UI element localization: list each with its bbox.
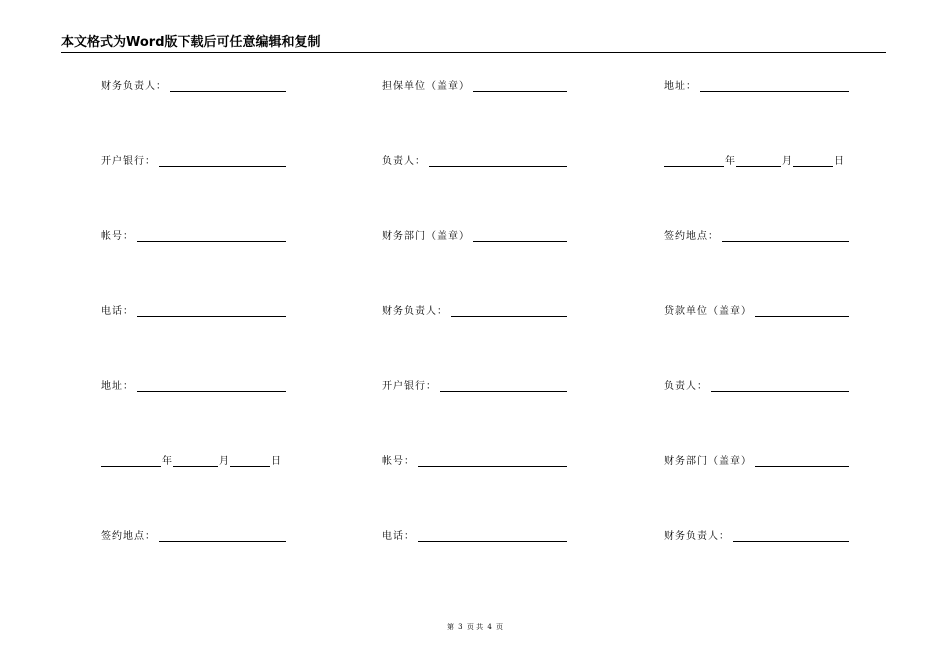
field-label: 贷款单位（盖章） [664,306,752,317]
field-label: 帐号： [101,231,134,242]
form-field [382,154,567,168]
form-field [664,79,849,93]
field-blank-line [418,456,567,467]
month-blank [173,456,218,467]
field-blank-line [170,81,286,92]
year-label: 年 [725,156,735,167]
field-label: 负责人： [664,381,708,392]
form-field [382,229,567,243]
field-label: 财务负责人： [382,306,448,317]
form-field [382,79,567,93]
date-field [101,454,286,468]
month-blank [736,156,781,167]
year-blank [101,456,161,467]
form-field [664,529,849,543]
field-label: 帐号： [382,456,415,467]
field-blank-line [755,306,849,317]
field-label: 签约地点： [664,231,719,242]
field-blank-line [418,531,567,542]
field-blank-line [700,81,849,92]
field-label: 地址： [664,81,697,92]
form-field [382,529,567,543]
form-field [382,379,567,393]
form-field [664,379,849,393]
form-field [101,229,286,243]
field-label: 财务负责人： [101,81,167,92]
form-field [382,304,567,318]
day-blank [230,456,270,467]
footer-current-page: 3 [458,623,463,631]
month-label: 月 [219,456,229,467]
field-blank-line [137,381,286,392]
field-blank-line [722,231,849,242]
field-label: 电话： [382,531,415,542]
field-blank-line [473,231,567,242]
day-blank [793,156,833,167]
field-blank-line [137,306,286,317]
field-label: 电话： [101,306,134,317]
field-blank-line [451,306,567,317]
year-label: 年 [162,456,172,467]
date-field [664,154,849,168]
footer-prefix: 第 [446,623,454,631]
field-blank-line [440,381,567,392]
year-blank [664,156,724,167]
form-field [101,154,286,168]
field-label: 地址： [101,381,134,392]
form-field [664,454,849,468]
field-blank-line [429,156,567,167]
field-label: 财务负责人： [664,531,730,542]
field-label: 财务部门（盖章） [382,231,470,242]
field-label: 财务部门（盖章） [664,456,752,467]
form-field [101,529,286,543]
form-field [101,379,286,393]
field-blank-line [473,81,567,92]
footer-total-pages: 4 [487,623,492,631]
month-label: 月 [782,156,792,167]
form-field [664,229,849,243]
field-label: 开户银行： [382,381,437,392]
field-blank-line [159,531,286,542]
field-blank-line [711,381,849,392]
page-footer [0,623,950,632]
form-field [382,454,567,468]
field-label: 负责人： [382,156,426,167]
day-label: 日 [834,156,844,167]
form-field [664,304,849,318]
footer-suffix: 页 [496,623,504,631]
field-blank-line [159,156,286,167]
day-label: 日 [271,456,281,467]
header-title: 本文格式为Word版下载后可任意编辑和复制 [61,35,321,50]
field-blank-line [733,531,849,542]
field-label: 开户银行： [101,156,156,167]
field-blank-line [137,231,286,242]
field-blank-line [755,456,849,467]
field-label: 签约地点： [101,531,156,542]
footer-middle: 页 共 [466,623,484,631]
field-label: 担保单位（盖章） [382,81,470,92]
form-field [101,304,286,318]
form-field [101,79,286,93]
